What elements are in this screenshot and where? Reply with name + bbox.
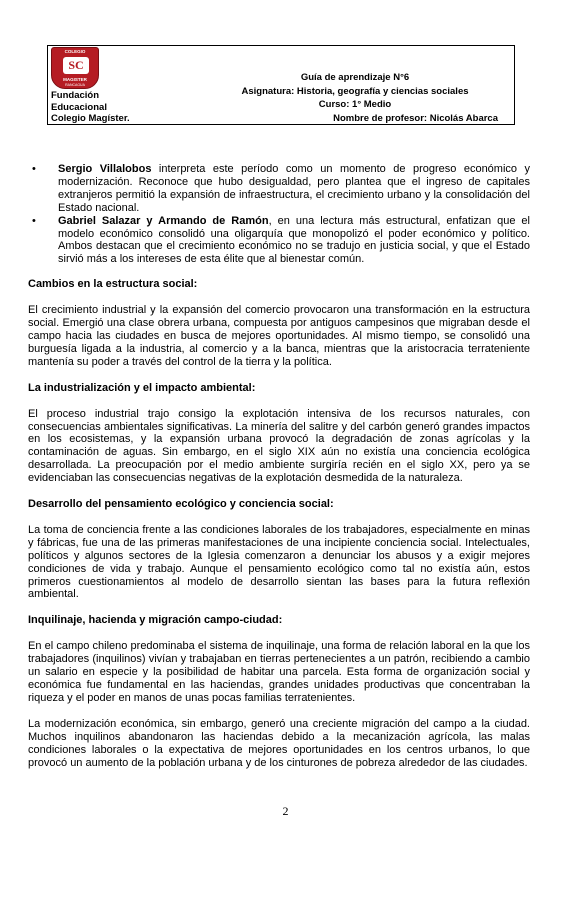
school-logo: [51, 47, 99, 89]
document-body: [28, 163, 530, 769]
section-paragraph: La modernización económica, sin embargo, generó una creciente migración del campo a la ciudad. Muchos inquilinos abandonaron las haciendas debido a la mecanización agrícola, las malas condiciones laborales o la expectativa de mejores oportunidades en los centros urbanos, lo que provocó un aumento de la población urbana y de los cinturones de pobreza alrededor de las ciudades.: [28, 717, 530, 769]
logo-top-text: COLEGIO: [64, 49, 86, 54]
historian-text: , en una lectura más estructural, enfatizan que el modelo económico consolidó una oligarquía que monopolizó el poder económico y político. Ambos destacan que el crecimiento económico no se tradujo en justicia social, y que el Estado sirvió más a los intereses de esta élite que al bienestar común.: [58, 214, 530, 266]
guide-info: [200, 71, 510, 125]
historian-text: interpreta este período como un momento de progreso económico y modernización. Reconoce que hubo desigualdad, pero plantea que el ingreso de capitales extranjeros permitió la expansión de infraestructura, el crecimiento urbano y la consolidación del Estado nacional.: [58, 163, 530, 214]
section-heading: Inquilinaje, hacienda y migración campo-ciudad:: [28, 614, 283, 627]
institution-line: Educacional: [51, 101, 107, 113]
section-heading: Cambios en la estructura social:: [28, 278, 198, 291]
logo-bottom-text: MAGISTER: [63, 77, 87, 82]
teacher-line: Nombre de profesor: Nicolás Abarca: [333, 112, 498, 124]
guide-title: Guía de aprendizaje N°6: [300, 72, 410, 83]
page-number: 2: [282, 804, 289, 818]
list-item: [58, 215, 530, 267]
course-line: Curso: 1° Medio: [318, 99, 392, 110]
section-heading: Desarrollo del pensamiento ecológico y conciencia social:: [28, 498, 334, 511]
list-item: [58, 163, 530, 215]
section-heading: La industrialización y el impacto ambiental:: [28, 381, 256, 394]
section-paragraph: El proceso industrial trajo consigo la explotación intensiva de los recursos naturales, con consecuencias ambientales significativas. La minería del salitre y del carbón generó grandes impactos en los ecosistemas, y la expansión urbana provocó la degradación de zonas agrícolas y la contaminación de aguas. Sin embargo, en el siglo XIX aún no existía una conciencia ecológica desarrollada. La preocupación por el medio ambiente surgiría recién en el siglo XX, pero ya se evidenciaban las consecuencias negativas de la explotación desmedida de la naturaleza.: [28, 407, 530, 485]
historian-name: Gabriel Salazar y Armando de Ramón: [58, 214, 269, 227]
historian-list: [28, 163, 530, 266]
institution-line: Colegio Magíster.: [51, 113, 130, 124]
section-paragraph: El crecimiento industrial y la expansión del comercio provocaron una transformación en la estructura social. Emergió una clase obrera urbana, compuesta por antiguos campesinos que migraban desde el campo hacia las ciudades en busca de mejores oportunidades. Al mismo tiempo, se consolidó una burguesía ligada a la industria, al comercio y a la banca, mientras que la aristocracia terrateniente mantenía su poder a través del control de la tierra y la política.: [28, 304, 530, 368]
institution-line: Fundación: [51, 90, 100, 101]
section-paragraph: En el campo chileno predominaba el sistema de inquilinaje, una forma de relación laboral en la que los trabajadores (inquilinos) vivían y trabajaban en tierras pertenecientes a un patrón, recibiendo a cambio un salario en especie y la posibilidad de habitar una parcela. Esta forma de organización social y económica fue fundamental en las haciendas, grandes unidades productivas que concentraban la riqueza y el poder en manos de unas pocas familias terratenientes.: [28, 640, 530, 704]
logo-city-text: RANCAGUA: [65, 83, 85, 87]
logo-emblem: SC: [63, 57, 89, 74]
section-paragraph: La toma de conciencia frente a las condiciones laborales de los trabajadores, especialmente en minas y fábricas, fue una de las primeras manifestaciones de una incipiente conciencia social. Intelectuales, políticos y algunos sectores de la Iglesia comenzaron a denunciar los abusos y a exigir mejores condiciones de vida y trabajo. Aunque el pensamiento ecológico como tal no existía aún, estos primeros cuestionamientos al modelo de desarrollo sientan las bases para la futura reflexión ambiental.: [28, 523, 530, 601]
historian-name: Sergio Villalobos: [58, 163, 152, 175]
institution-name: [51, 90, 130, 125]
subject-line: Asignatura: Historia, geografía y ciencias sociales: [241, 85, 469, 97]
